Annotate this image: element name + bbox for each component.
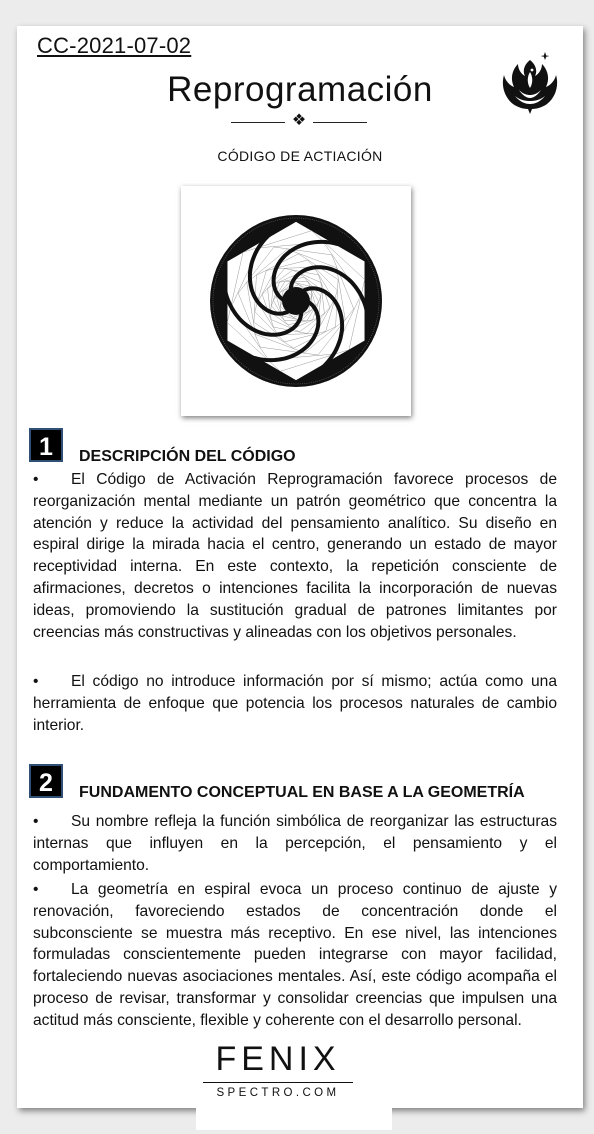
section-2-header — [29, 764, 569, 802]
spiral-geometry-icon — [181, 186, 411, 416]
page-title: Reprogramación — [167, 70, 433, 109]
document-card — [17, 26, 583, 1108]
bullet-icon: • — [33, 673, 39, 690]
section-number-badge: 2 — [29, 764, 63, 798]
paragraph-text: Su nombre refleja la función simbólica de reorganizar las estructuras internas que influyen en la percepción, el pensamiento y el comportamiento. — [33, 813, 557, 874]
paragraph-text: La geometría en espiral evoca un proceso continuo de ajuste y renovación, favoreciendo estados de concentración donde el subconsciente se muestra más receptivo. En ese nivel, las intenciones formuladas conscientemente pueden integrarse con mayor facilidad, fortaleciendo nuevas asociaciones mentales. Así, este código acompaña el proceso de revisar, transformar y consolidar creencias que impulsen una actitud más consciente, flexible y coherente con el desarrollo personal. — [33, 881, 557, 1029]
section-number-badge: 1 — [29, 428, 63, 462]
section-2-paragraph-1 — [33, 811, 557, 876]
paragraph-text: El código no introduce información por sí mismo; actúa como una herramienta de enfoque que potencia los procesos naturales de cambio interior. — [33, 673, 557, 734]
brand-background — [196, 1100, 392, 1130]
section-title: DESCRIPCIÓN DEL CÓDIGO — [79, 448, 296, 465]
activation-code-figure — [181, 186, 411, 416]
brand-logo — [180, 1040, 376, 1099]
bullet-icon: • — [33, 881, 39, 898]
bullet-icon: • — [33, 813, 39, 830]
section-2-paragraph-2 — [33, 879, 557, 1032]
paragraph-text: El Código de Activación Reprogramación favorece procesos de reorganización mental mediante un patrón geométrico que concentra la atención y reduce la actividad del pensamiento analítico. Su diseño en espiral dirige la mirada hacia el centro, generando un estado de mayor receptividad interna. En este contexto, la repetición consciente de afirmaciones, decretos o intenciones facilita la incorporación de nuevas ideas, promoviendo la sustitución gradual de patrones limitantes por creencias más constructivas y alineadas con los objetivos personales. — [33, 471, 557, 641]
bullet-icon: • — [33, 471, 39, 488]
document-code: CC-2021-07-02 — [37, 33, 192, 58]
brand-website: SPECTRO.COM — [203, 1082, 353, 1099]
ornament-line-right — [313, 122, 367, 123]
brand-name: FENIX — [215, 1040, 341, 1078]
ornament-diamond-icon: ❖ — [291, 112, 307, 129]
section-1-paragraph-1 — [33, 469, 557, 643]
phoenix-logo-icon — [499, 50, 561, 116]
ornament-line-left — [231, 122, 285, 123]
section-title: FUNDAMENTO CONCEPTUAL EN BASE A LA GEOMETRÍA — [79, 784, 525, 801]
title-ornament — [231, 114, 367, 128]
page-subtitle: CÓDIGO DE ACTIACIÓN — [217, 148, 383, 164]
section-1-header — [29, 428, 569, 466]
section-1-paragraph-2 — [33, 671, 557, 736]
